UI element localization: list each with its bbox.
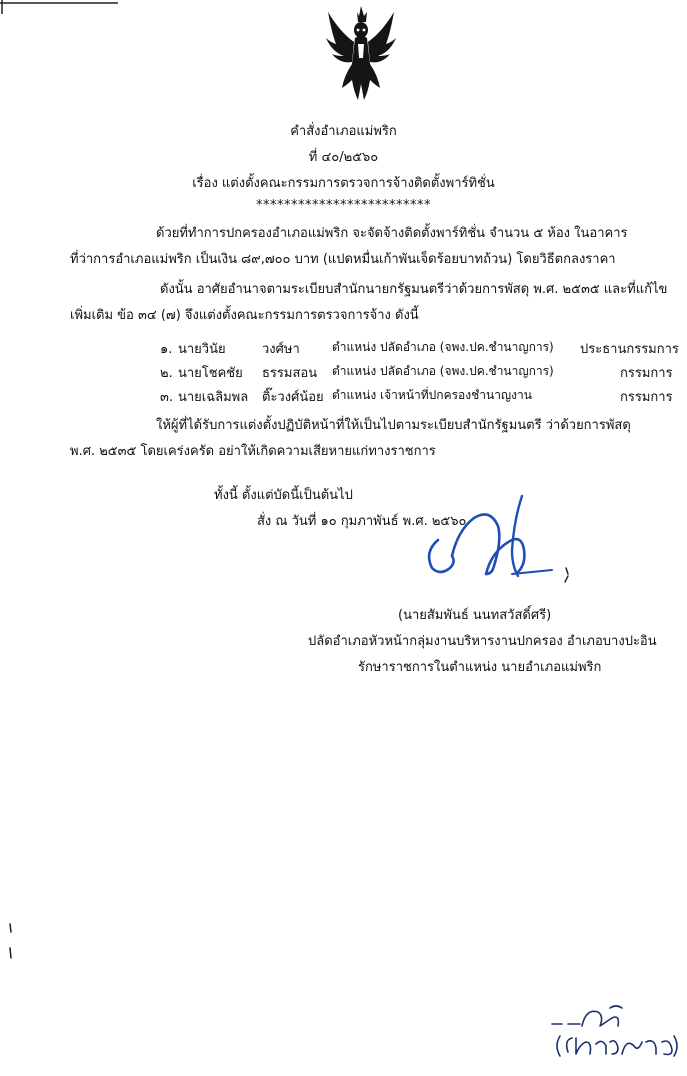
signatory-title-2: รักษาราชการในตำแหน่ง นายอำเภอแม่พริก — [358, 660, 602, 675]
order-number: ที่ ๔๐/๒๕๖๐ — [308, 150, 379, 165]
instruction-line-2: พ.ศ. ๒๕๓๕ โดยเคร่งครัด อย่าให้เกิดความเสียหายแก่ทางราชการ — [70, 444, 436, 459]
signatory-name: (นายสัมพันธ์ นนทสวัสดิ์ศรี) — [398, 608, 552, 623]
committee-role: ประธานกรรมการ — [580, 342, 679, 357]
committee-no: ๑. — [160, 342, 173, 357]
committee-position: ตำแหน่ง ปลัดอำเภอ (จพง.ปค.ชำนาญการ) — [332, 340, 554, 354]
handwritten-initials-icon — [546, 1002, 684, 1072]
instruction-line-1: ให้ผู้ที่ได้รับการแต่งตั้งปฏิบัติหน้าที่ให้เป็นไปตามระเบียบสำนักรัฐมนตรี ว่าด้วยการพัสดุ — [156, 418, 631, 433]
committee-role: กรรมการ — [620, 390, 673, 405]
order-subject: เรื่อง แต่งตั้งคณะกรรมการตรวจการจ้างติดตั้งพาร์ทิชั่น — [192, 176, 495, 191]
committee-name: นายเฉลิมพล — [178, 390, 249, 405]
handwritten-signature-icon — [422, 490, 572, 590]
committee-surname: วงศ์ษา — [262, 342, 300, 357]
committee-position: ตำแหน่ง เจ้าหน้าที่ปกครองชำนาญงาน — [332, 388, 532, 402]
margin-mark — [4, 920, 16, 964]
paragraph-2-line-2: เพิ่มเติม ข้อ ๓๔ (๗) จึงแต่งตั้งคณะกรรมการตรวจการจ้าง ดังนี้ — [70, 308, 419, 323]
signatory-title-1: ปลัดอำเภอหัวหน้ากลุ่มงานบริหารงานปกครอง อำเภอบางปะอิน — [308, 634, 657, 649]
committee-position: ตำแหน่ง ปลัดอำเภอ (จพง.ปค.ชำนาญการ) — [332, 364, 554, 378]
committee-name: นายโชคชัย — [178, 366, 243, 381]
committee-no: ๒. — [160, 366, 173, 381]
separator: ************************* — [256, 198, 431, 213]
committee-no: ๓. — [160, 390, 174, 405]
paragraph-1-line-1: ด้วยที่ทำการปกครองอำเภอแม่พริก จะจัดจ้างติดตั้งพาร์ทิชั่น จำนวน ๕ ห้อง ในอาคาร — [156, 226, 628, 241]
paragraph-1-line-2: ที่ว่าการอำเภอแม่พริก เป็นเงิน ๘๙,๗๐๐ บาท (แปดหมื่นเก้าพันเจ็ดร้อยบาทถ้วน) โดยวิธีตกลงราคา — [70, 252, 616, 267]
committee-name: นายวินัย — [178, 342, 226, 357]
corner-mark — [0, 0, 120, 16]
garuda-emblem-icon — [322, 4, 400, 104]
committee-role: กรรมการ — [620, 366, 673, 381]
committee-surname: ธรรมสอน — [262, 366, 318, 381]
ink-mark — [562, 574, 572, 584]
effective-statement: ทั้งนี้ ตั้งแต่บัดนี้เป็นต้นไป — [214, 488, 353, 503]
order-title: คำสั่งอำเภอแม่พริก — [290, 124, 397, 139]
paragraph-2-line-1: ดังนั้น อาศัยอำนาจตามระเบียบสำนักนายกรัฐมนตรีว่าด้วยการพัสดุ พ.ศ. ๒๕๓๕ และที่แก้ไข — [160, 282, 668, 297]
committee-surname: ติ๊ะวงศ์น้อย — [262, 390, 324, 405]
order-date: สั่ง ณ วันที่ ๑๐ กุมภาพันธ์ พ.ศ. ๒๕๖๐ — [257, 514, 467, 529]
